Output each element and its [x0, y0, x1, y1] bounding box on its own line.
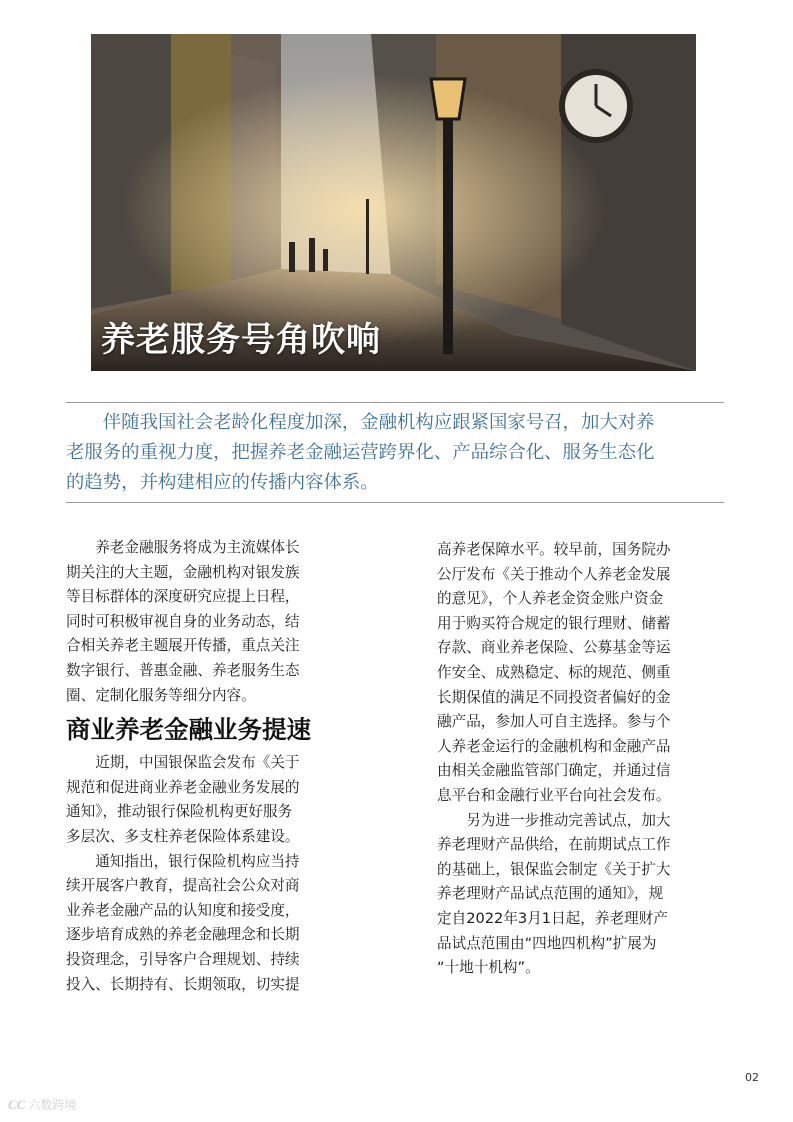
text-line: 养老金融服务将成为主流媒体长	[66, 539, 300, 556]
text-line: 另为进一步推动完善试点，加大	[437, 811, 671, 829]
text-line: 通知》，推动银行保险机构更好服务	[66, 803, 293, 821]
text-line: 近期，中国银保监会发布《关于	[66, 754, 300, 772]
text-line: 品试点范围由“四地四机构”扩展为	[437, 934, 657, 952]
text-line: 投入、长期持有、长期领取，切实提	[66, 975, 300, 993]
text-line: 公厅发布《关于推动个人养老金发展	[437, 565, 671, 583]
left-column	[66, 536, 350, 997]
text-line: 逐步培育成熟的养老金融理念和长期	[66, 926, 300, 944]
watermark	[8, 1096, 76, 1113]
watermark-text: 六数跨境	[28, 1098, 77, 1112]
intro-top-divider	[66, 402, 724, 403]
body-paragraph	[437, 809, 723, 981]
intro-bottom-divider	[66, 502, 724, 503]
text-line: 长期保值的满足不同投资者偏好的金	[437, 688, 671, 706]
intro-line: 的趋势，并构建相应的传播内容体系。	[66, 472, 379, 493]
text-line: 圈、定制化服务等细分内容。	[66, 686, 256, 704]
text-line: 通知指出，银行保险机构应当持	[66, 852, 300, 870]
text-line: “十地十机构”。	[437, 959, 540, 977]
text-line: 用于购买符合规定的银行理财、储蓄	[437, 614, 671, 632]
text-line: 的基础上，银保监会制定《关于扩大	[437, 860, 671, 878]
text-line: 存款、商业养老保险、公募基金等运	[437, 639, 671, 657]
text-line: 数字银行、普惠金融、养老服务生态	[66, 661, 300, 679]
text-line: 作安全、成熟稳定、标的规范、侧重	[437, 663, 671, 681]
hero-title: 养老服务号角吹响	[101, 320, 381, 360]
text-line: 同时可积极审视自身的业务动态，结	[66, 612, 300, 630]
text-line: 养老理财产品供给，在前期试点工作	[437, 836, 671, 854]
text-line: 多层次、多支柱养老保险体系建设。	[66, 827, 300, 845]
text-line: 业养老金融产品的认知度和接受度，	[66, 901, 300, 919]
text-line: 等目标群体的深度研究应提上日程，	[66, 588, 300, 606]
page-number: 02	[745, 1071, 759, 1084]
text-line: 养老理财产品试点范围的通知》，规	[437, 885, 664, 903]
intro-line: 老服务的重视力度，把握养老金融运营跨界化、产品综合化、服务生态化	[66, 442, 655, 463]
right-column	[437, 538, 723, 981]
text-line: 续开展客户教育，提高社会公众对商	[66, 877, 300, 895]
text-line: 期关注的大主题，金融机构对银发族	[66, 563, 300, 581]
body-paragraph	[66, 850, 350, 998]
text-line: 投资理念，引导客户合理规划、持续	[66, 950, 300, 968]
text-line: 息平台和金融行业平台向社会发布。	[437, 786, 671, 804]
text-line: 高养老保障水平。较早前，国务院办	[437, 541, 671, 558]
text-line: 规范和促进商业养老金融业务发展的	[66, 778, 300, 796]
watermark-logo-icon: CC	[8, 1096, 26, 1112]
text-line: 由相关金融监管部门确定，并通过信	[437, 762, 671, 780]
body-paragraph	[437, 538, 723, 809]
text-line: 合相关养老主题展开传播，重点关注	[66, 637, 300, 655]
text-line: 融产品，参加人可自主选择。参与个	[437, 713, 671, 731]
section-heading: 商业养老金融业务提速	[66, 715, 311, 745]
text-line: 定自2022年3月1日起，养老理财产	[437, 909, 668, 927]
body-paragraph	[66, 536, 350, 708]
hero-image	[91, 34, 696, 371]
text-line: 的意见》，个人养老金资金账户资金	[437, 590, 664, 608]
text-line: 人养老金运行的金融机构和金融产品	[437, 737, 671, 755]
body-paragraph	[66, 751, 350, 849]
intro-paragraph	[66, 408, 724, 498]
intro-line: 伴随我国社会老龄化程度加深，金融机构应跟紧国家号召，加大对养	[66, 412, 655, 433]
